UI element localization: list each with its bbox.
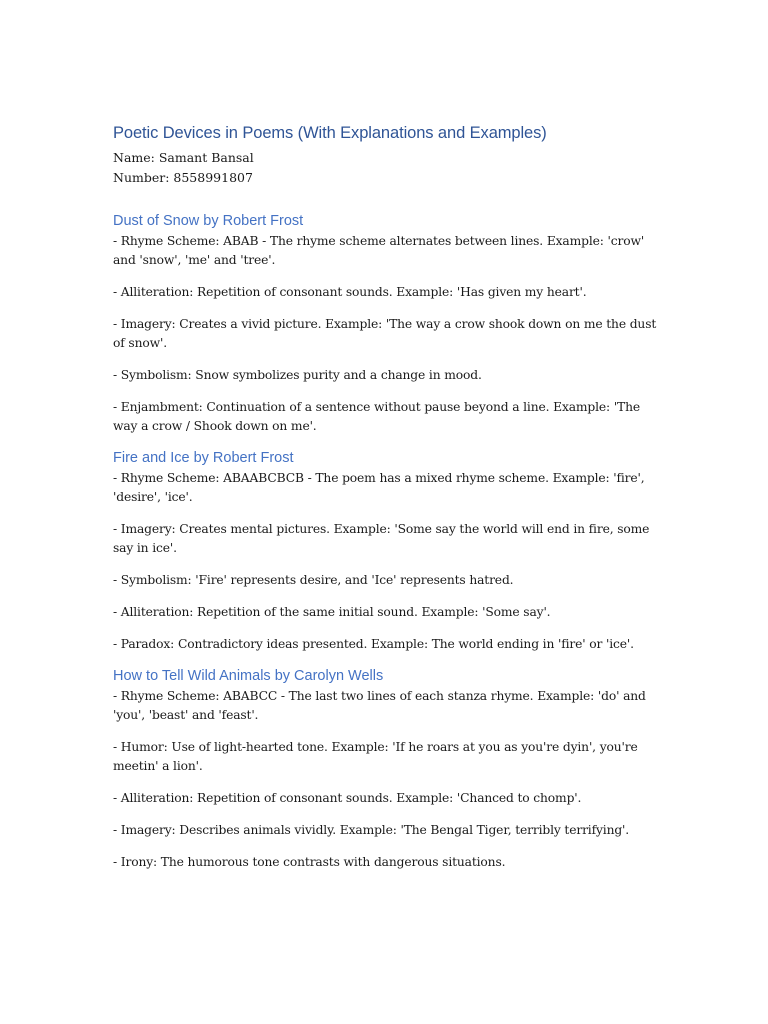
list-item: - Irony: The humorous tone contrasts with dangerous situations. [113, 855, 506, 869]
list-item: - Enjambment: Continuation of a sentence without pause beyond a line. Example: 'The way a crow / Shook down on me'. [113, 400, 640, 433]
list-item: - Alliteration: Repetition of consonant sounds. Example: 'Chanced to chomp'. [113, 791, 582, 805]
list-item: - Rhyme Scheme: ABAABCBCB - The poem has a mixed rhyme scheme. Example: 'fire', 'desire', 'ice'. [113, 471, 645, 504]
section-how-to-tell-wild-animals [113, 665, 661, 872]
section-heading: Fire and Ice by Robert Frost [113, 450, 294, 466]
list-item: - Imagery: Describes animals vividly. Example: 'The Bengal Tiger, terribly terrifying'. [113, 823, 630, 837]
list-item: - Rhyme Scheme: ABABCC - The last two lines of each stanza rhyme. Example: 'do' and 'you', 'beast' and 'feast'. [113, 689, 646, 722]
list-item: - Imagery: Creates a vivid picture. Example: 'The way a crow shook down on me the dust of snow'. [113, 317, 657, 350]
section-dust-of-snow [113, 210, 661, 436]
list-item: - Humor: Use of light-hearted tone. Example: 'If he roars at you as you're dyin', you're meetin' a lion'. [113, 740, 638, 773]
list-item: - Alliteration: Repetition of the same initial sound. Example: 'Some say'. [113, 605, 551, 619]
section-fire-and-ice [113, 447, 661, 654]
list-item: - Alliteration: Repetition of consonant sounds. Example: 'Has given my heart'. [113, 285, 587, 299]
section-heading: Dust of Snow by Robert Frost [113, 213, 304, 229]
author-number: Number: 8558991807 [113, 170, 253, 185]
list-item: - Rhyme Scheme: ABAB - The rhyme scheme alternates between lines. Example: 'crow' and 'snow', 'me' and 'tree'. [113, 234, 645, 267]
list-item: - Symbolism: 'Fire' represents desire, and 'Ice' represents hatred. [113, 573, 514, 587]
list-item: - Symbolism: Snow symbolizes purity and a change in mood. [113, 368, 482, 382]
section-heading: How to Tell Wild Animals by Carolyn Wells [113, 668, 384, 684]
document-title: Poetic Devices in Poems (With Explanations and Examples) [113, 124, 547, 142]
list-item: - Paradox: Contradictory ideas presented. Example: The world ending in 'fire' or 'ice'. [113, 637, 634, 651]
author-name: Name: Samant Bansal [113, 150, 254, 165]
list-item: - Imagery: Creates mental pictures. Example: 'Some say the world will end in fire, some say in ice'. [113, 522, 650, 555]
document-body [113, 124, 661, 885]
